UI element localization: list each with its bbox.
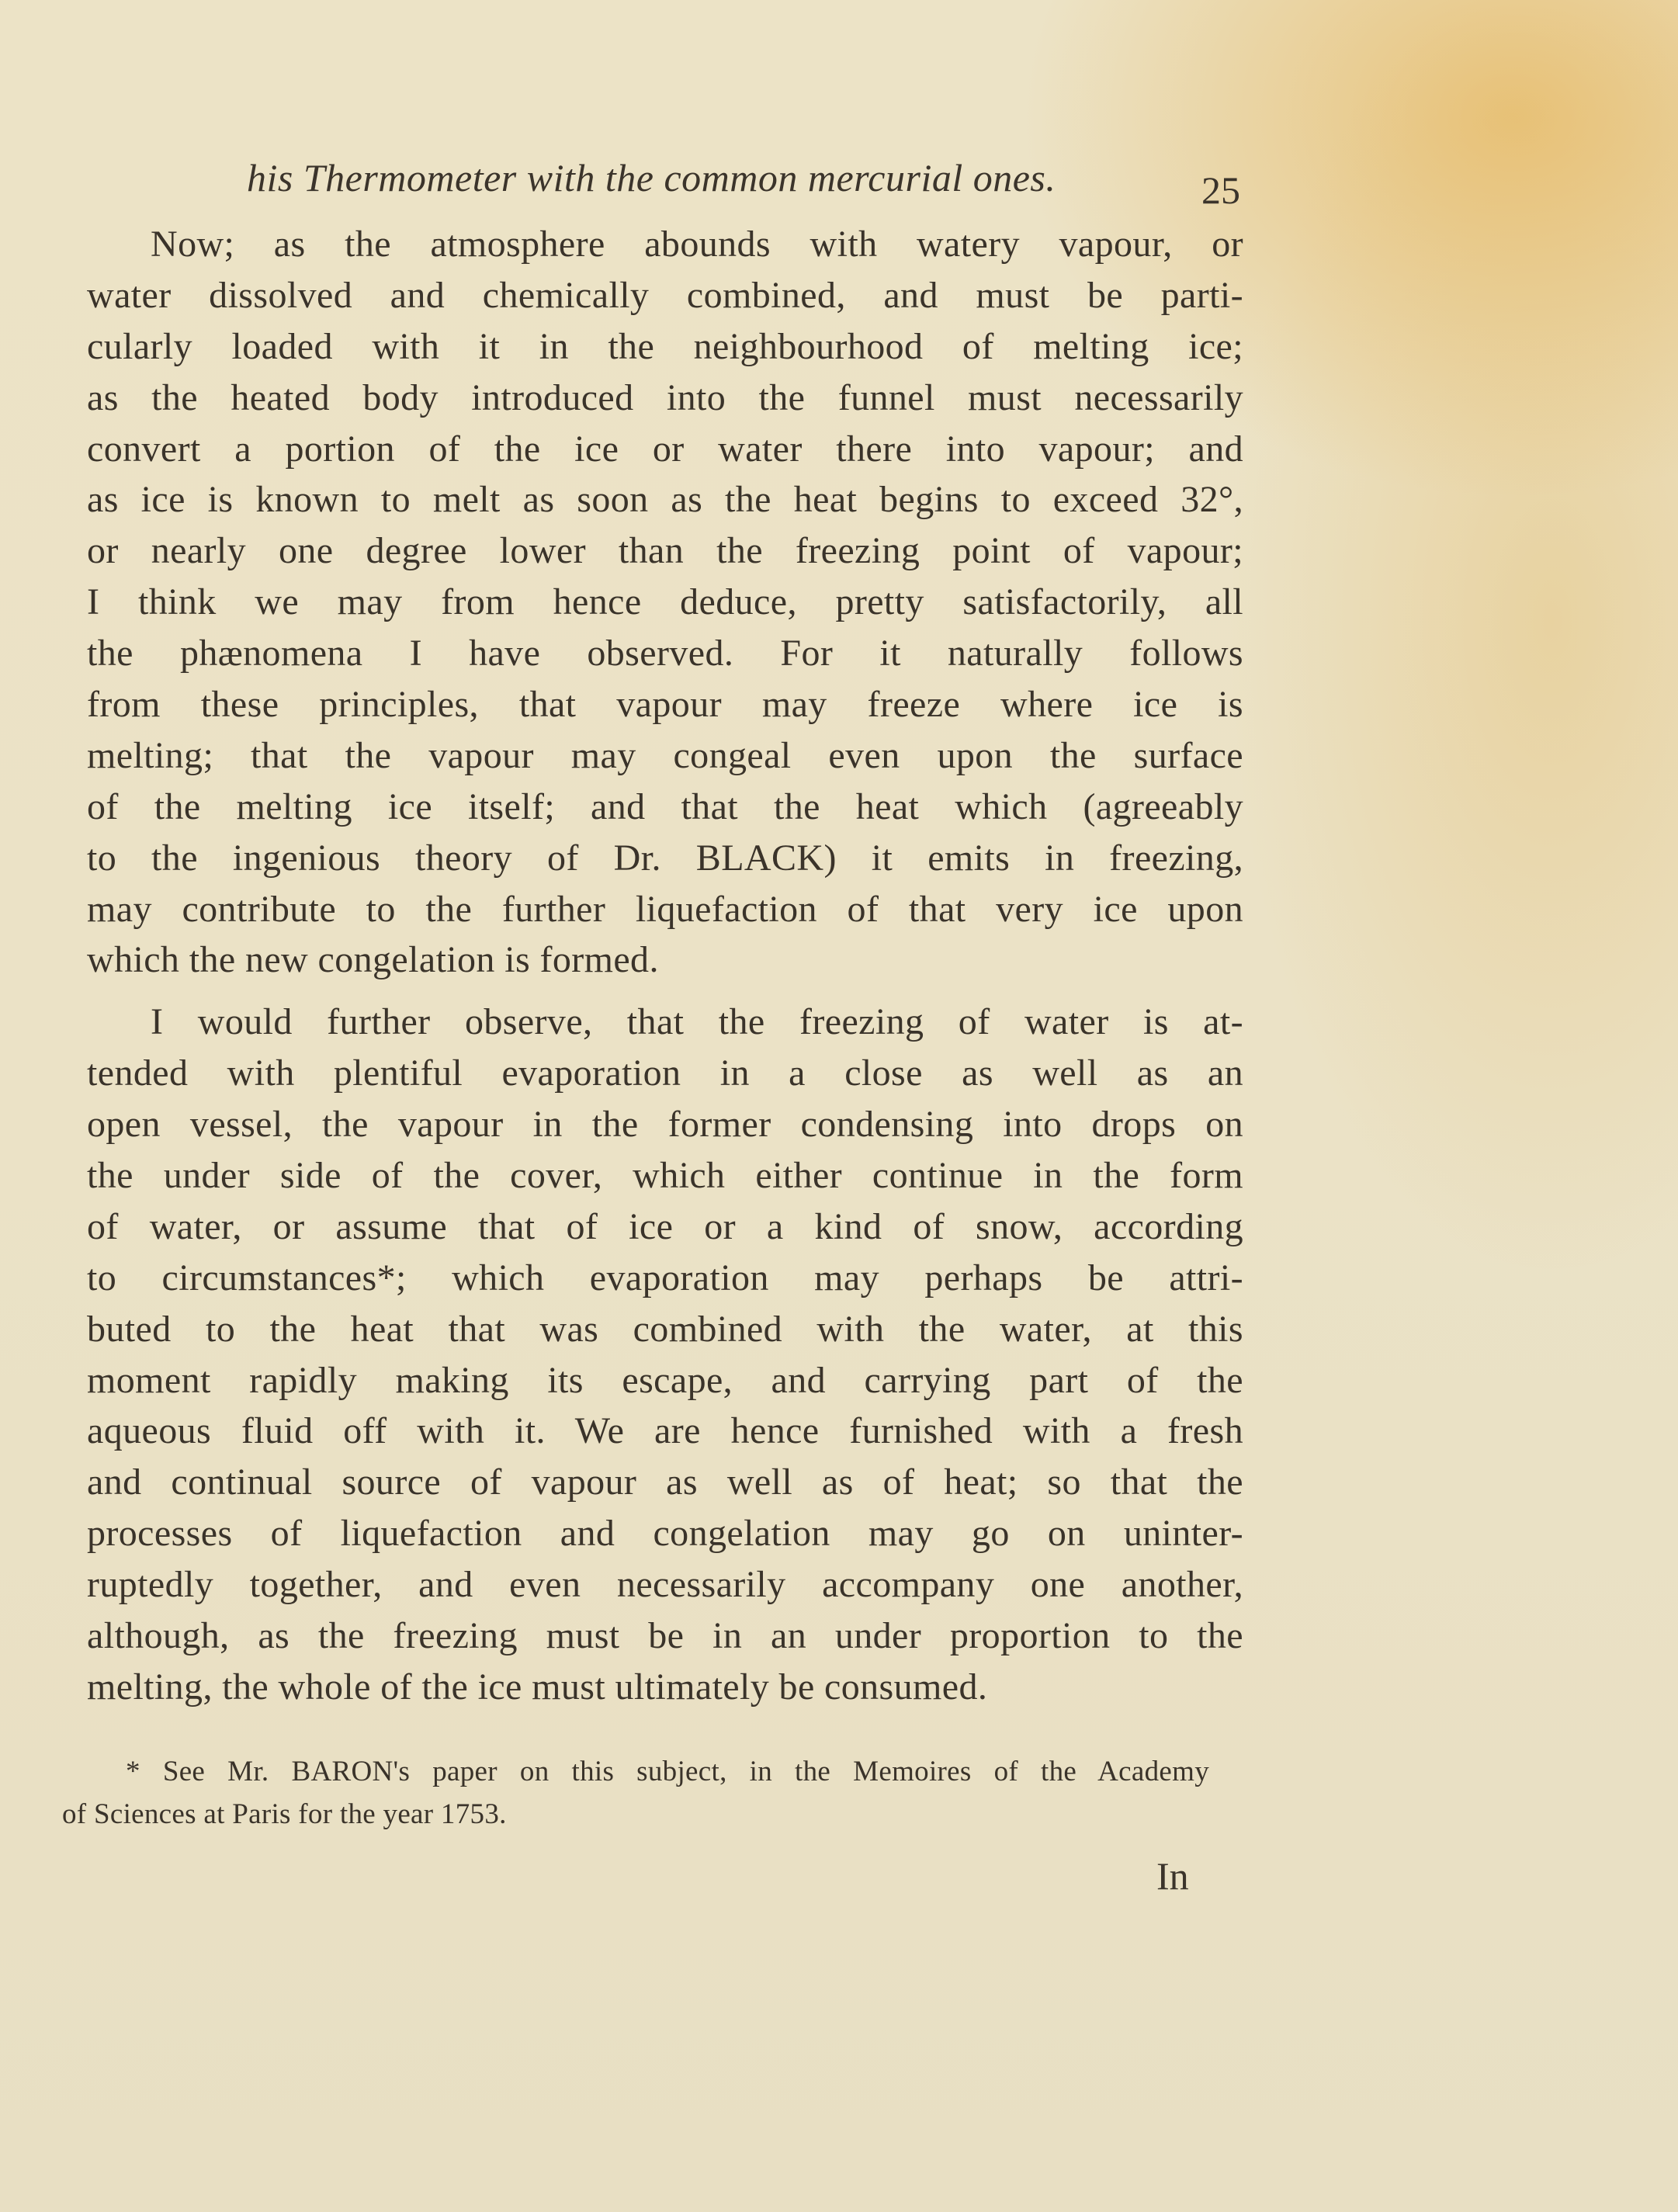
text-line: or nearly one degree lower than the freezing point of vapour; [87, 530, 1243, 572]
footnote-line: of Sciences at Paris for the year 1753. [62, 1798, 507, 1830]
text-line: may contribute to the further liquefaction of that very ice upon [87, 888, 1243, 930]
text-line: open vessel, the vapour in the former condensing into drops on [87, 1104, 1243, 1146]
text-line: although, as the freezing must be in an under proportion to the [87, 1615, 1243, 1657]
text-line: buted to the heat that was combined with the water, at this [87, 1308, 1243, 1350]
text-line: cularly loaded with it in the neighbourhood of melting ice; [87, 325, 1243, 367]
text-line: to circumstances*; which evaporation may perhaps be attri- [87, 1257, 1243, 1298]
paragraph-2 [87, 997, 1243, 1712]
catchword: In [1156, 1854, 1189, 1898]
text-line: moment rapidly making its escape, and carrying part of the [87, 1359, 1243, 1401]
text-line: I think we may from hence deduce, pretty satisfactorily, all [87, 581, 1243, 623]
text-line: processes of liquefaction and congelation may go on uninter- [87, 1513, 1243, 1555]
paragraph-gap [87, 986, 1243, 997]
text-line: the phænomena I have observed. For it naturally follows [87, 633, 1243, 674]
running-head [247, 155, 1240, 217]
text-line: ruptedly together, and even necessarily accompany one another, [87, 1564, 1243, 1606]
text-line: from these principles, that vapour may freeze where ice is [87, 684, 1243, 726]
text-line: as ice is known to melt as soon as the heat begins to exceed 32°, [87, 479, 1243, 521]
text-line: melting, the whole of the ice must ultimately be consumed. [87, 1666, 988, 1708]
footnote [62, 1750, 1209, 1836]
footnote-line: * See Mr. BARON's paper on this subject, in the Memoires of the Academy [126, 1756, 1209, 1787]
text-line: of the melting ice itself; and that the heat which (agreeably [87, 785, 1243, 827]
text-line: Now; as the atmosphere abounds with watery vapour, or [151, 224, 1243, 265]
page-number: 25 [1201, 168, 1240, 212]
text-line: as the heated body introduced into the funnel must necessarily [87, 376, 1243, 418]
text-line: of water, or assume that of ice or a kind of snow, according [87, 1205, 1243, 1247]
text-line: I would further observe, that the freezing of water is at- [151, 1001, 1243, 1043]
text-line: aqueous fluid off with it. We are hence furnished with a fresh [87, 1410, 1243, 1452]
text-line: water dissolved and chemically combined, and must be parti- [87, 274, 1243, 316]
text-line: convert a portion of the ice or water there into vapour; and [87, 428, 1243, 470]
body-text [87, 219, 1243, 1713]
text-line: melting; that the vapour may congeal even upon the surface [87, 734, 1243, 776]
text-line: which the new congelation is formed. [87, 939, 659, 981]
text-line: the under side of the cover, which either continue in the form [87, 1155, 1243, 1197]
paragraph-1 [87, 219, 1243, 986]
text-line: to the ingenious theory of Dr. BLACK) it emits in freezing, [87, 837, 1243, 879]
text-line: and continual source of vapour as well as of heat; so that the [87, 1461, 1243, 1503]
text-line: tended with plentiful evaporation in a close as well as an [87, 1052, 1243, 1094]
running-head-title: his Thermometer with the common mercurial ones. [247, 156, 1056, 199]
